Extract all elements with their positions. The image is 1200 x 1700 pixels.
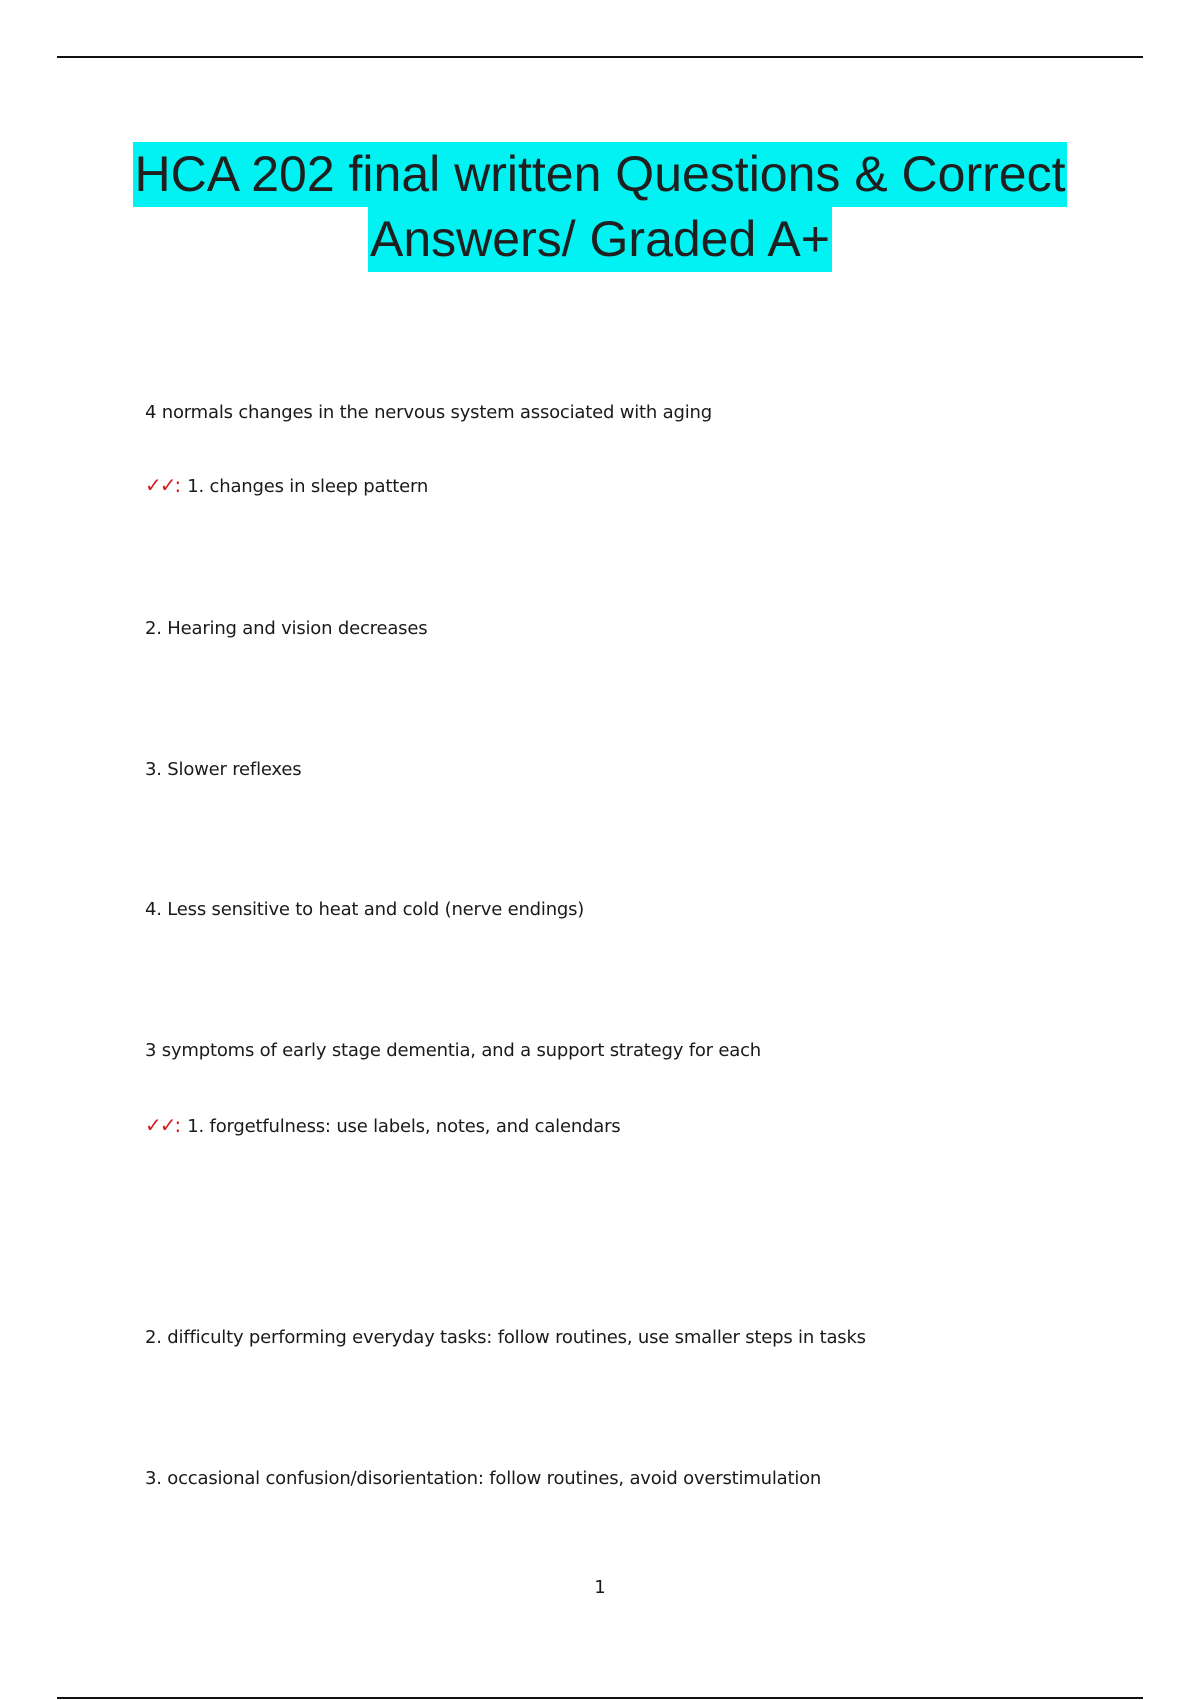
document-title (0, 142, 1200, 272)
title-line-2: Answers/ Graded A+ (368, 207, 832, 272)
answer-2-item-2: 2. difficulty performing everyday tasks: follow routines, use smaller steps in tasks (145, 1327, 866, 1348)
bottom-rule (57, 1697, 1143, 1699)
top-rule (57, 56, 1143, 58)
answer-1-item-3: 3. Slower reflexes (145, 759, 302, 780)
double-check-icon: ✓✓: (145, 1113, 180, 1137)
title-line-1: HCA 202 final written Questions & Correct (133, 142, 1068, 207)
double-check-icon: ✓✓: (145, 473, 180, 497)
answer-1-item-1 (145, 472, 428, 500)
question-1: 4 normals changes in the nervous system associated with aging (145, 402, 712, 423)
answer-text: 1. changes in sleep pattern (187, 476, 429, 497)
answer-2-item-3: 3. occasional confusion/disorientation: follow routines, avoid overstimulation (145, 1468, 822, 1489)
answer-1-item-4: 4. Less sensitive to heat and cold (nerve endings) (145, 899, 585, 920)
question-2: 3 symptoms of early stage dementia, and a support strategy for each (145, 1040, 762, 1061)
answer-text: 1. forgetfulness: use labels, notes, and calendars (187, 1116, 621, 1137)
page-number: 1 (594, 1577, 606, 1598)
answer-1-item-2: 2. Hearing and vision decreases (145, 618, 428, 639)
answer-2-item-1 (145, 1112, 620, 1140)
